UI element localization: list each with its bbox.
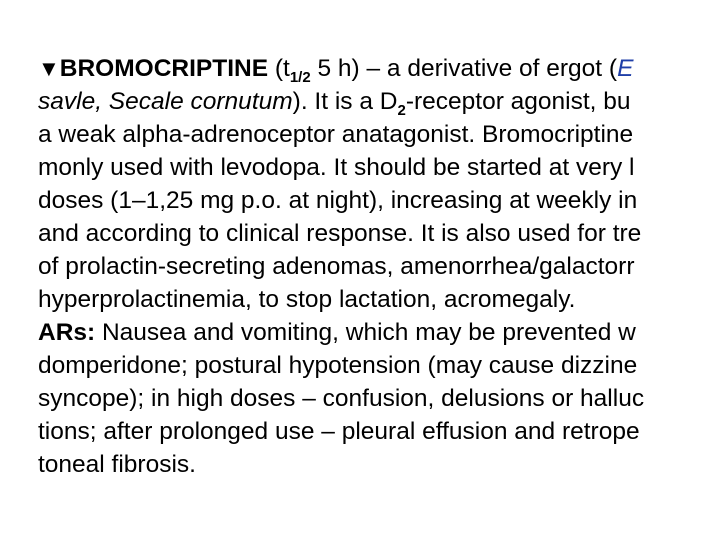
adverse-reactions-label: ARs: xyxy=(38,319,96,346)
black-triangle-marker: ▼ xyxy=(38,56,60,81)
text-run: 5 h) – a derivative of ergot ( xyxy=(310,55,618,82)
text-line: toneal fibrosis. xyxy=(38,451,196,478)
text-line: tions; after prolonged use – pleural effusion and retrope xyxy=(38,418,640,445)
text-line: hyperprolactinemia, to stop lactation, acromegaly. xyxy=(38,286,576,313)
text-line: monly used with levodopa. It should be started at very l xyxy=(38,154,635,181)
latin-term: E xyxy=(617,55,634,82)
text-line: a weak alpha-adrenoceptor anatagonist. Bromocriptine xyxy=(38,121,634,148)
text-line xyxy=(38,318,636,348)
text-line xyxy=(38,87,631,117)
text-line: and according to clinical response. It is also used for tre xyxy=(38,220,642,247)
text-line xyxy=(38,54,633,84)
text-run: ). It is a D xyxy=(292,88,398,115)
subscript: 2 xyxy=(397,102,406,119)
drug-name: BROMOCRIPTINE xyxy=(59,55,269,82)
text-run: Nausea and vomiting, which may be prevented w xyxy=(95,319,636,346)
text-line: doses (1–1,25 mg p.o. at night), increasing at weekly in xyxy=(38,187,638,214)
text-line: syncope); in high doses – confusion, delusions or halluc xyxy=(38,385,645,412)
latin-term: savle, Secale cornutum xyxy=(38,88,293,115)
subscript: 1/2 xyxy=(289,69,311,86)
text-run: (t xyxy=(268,55,290,82)
text-run: -receptor agonist, bu xyxy=(405,88,631,115)
text-line: of prolactin-secreting adenomas, amenorrhea/galactorr xyxy=(38,253,635,280)
text-line: domperidone; postural hypotension (may cause dizzine xyxy=(38,352,638,379)
